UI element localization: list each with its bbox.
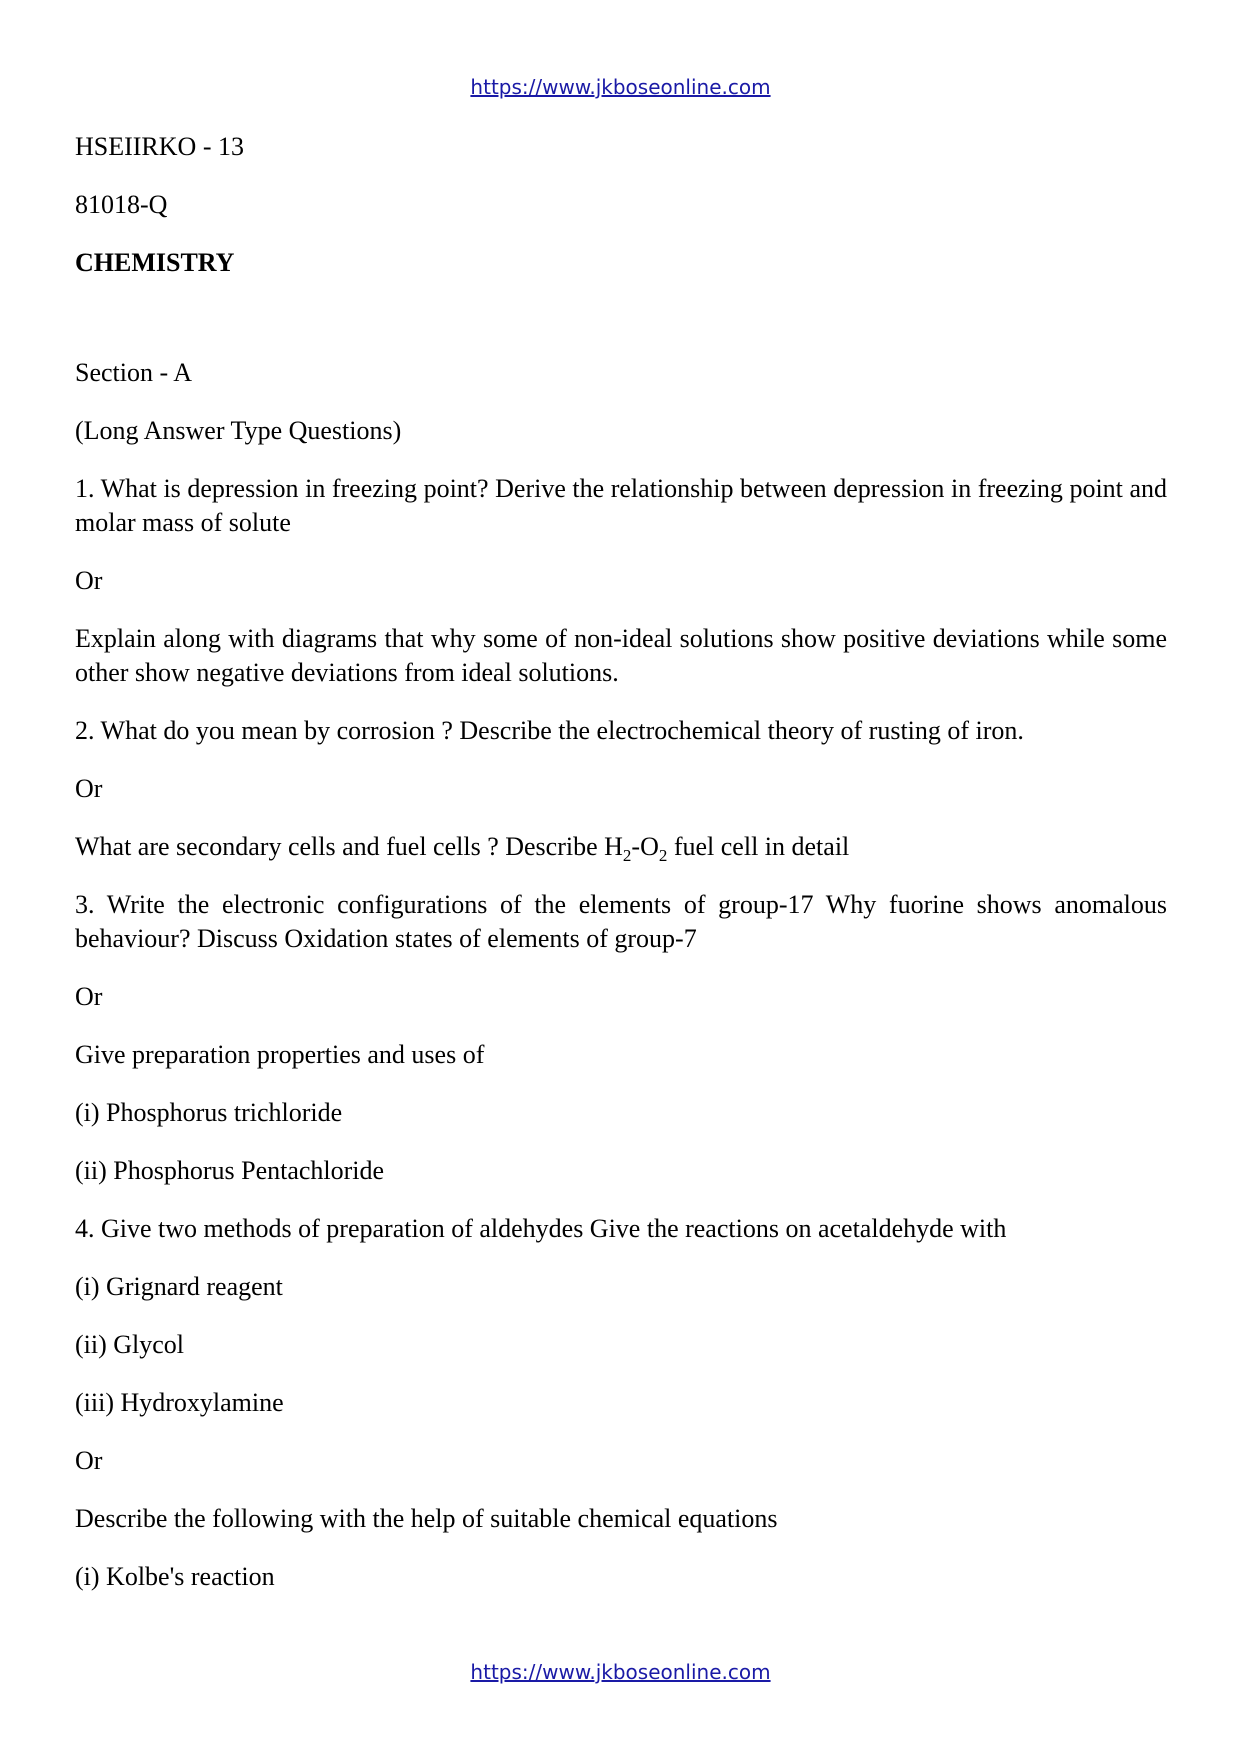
question-4-or: Or	[75, 1446, 103, 1475]
question-3-item-2: (ii) Phosphorus Pentachloride	[75, 1156, 385, 1185]
question-2-alternative	[75, 830, 1167, 864]
section-title: Section - A	[75, 358, 192, 387]
question-2: 2. What do you mean by corrosion ? Describe the electrochemical theory of rusting of iron.	[75, 716, 1024, 745]
question-4-item-3: (iii) Hydroxylamine	[75, 1388, 284, 1417]
question-2-or: Or	[75, 774, 103, 803]
section-subtitle: (Long Answer Type Questions)	[75, 416, 402, 445]
q2-alt-text-3: fuel cell in detail	[667, 832, 850, 861]
subject-title: CHEMISTRY	[75, 248, 235, 277]
question-4: 4. Give two methods of preparation of aldehydes Give the reactions on acetaldehyde with	[75, 1214, 1007, 1243]
question-4-alt-item-1: (i) Kolbe's reaction	[75, 1562, 275, 1591]
document-body	[75, 130, 1167, 1618]
question-3-or: Or	[75, 982, 103, 1011]
q2-alt-text-2: -O	[631, 832, 659, 861]
question-3-alternative: Give preparation properties and uses of	[75, 1040, 485, 1069]
header-link[interactable]: https://www.jkboseonline.com	[470, 75, 771, 99]
q2-alt-text-1: What are secondary cells and fuel cells ? Describe H	[75, 832, 623, 861]
question-1-or: Or	[75, 566, 103, 595]
question-4-item-2: (ii) Glycol	[75, 1330, 185, 1359]
question-3: 3. Write the electronic configurations of the elements of group-17 Why fuorine shows anomalous behaviour? Discuss Oxidation states of elements of group-7	[75, 890, 1167, 953]
question-3-item-1: (i) Phosphorus trichloride	[75, 1098, 343, 1127]
question-1: 1. What is depression in freezing point? Derive the relationship between depression in freezing point and molar mass of solute	[75, 474, 1167, 537]
question-4-alternative: Describe the following with the help of suitable chemical equations	[75, 1504, 778, 1533]
question-4-item-1: (i) Grignard reagent	[75, 1272, 283, 1301]
footer-link[interactable]: https://www.jkboseonline.com	[470, 1660, 771, 1684]
q2-alt-subscript-1: 2	[622, 846, 632, 866]
question-1-alternative: Explain along with diagrams that why some of non-ideal solutions show positive deviations while some other show negative deviations from ideal solutions.	[75, 624, 1167, 687]
q2-alt-subscript-2: 2	[658, 846, 668, 866]
paper-code: HSEIIRKO - 13	[75, 132, 244, 161]
question-paper-number: 81018-Q	[75, 190, 168, 219]
